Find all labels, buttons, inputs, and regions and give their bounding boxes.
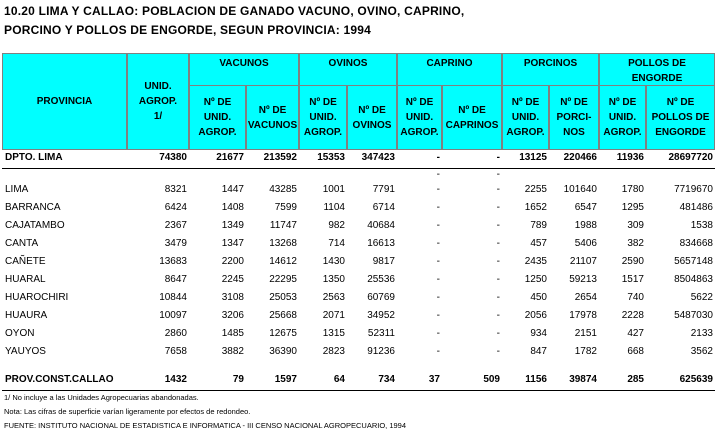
- table-cell: 3108: [221, 292, 244, 303]
- table-cell: 1315: [322, 328, 345, 339]
- header-subcolumn-3: Nº DE UNID. AGROP.: [299, 85, 347, 150]
- table-cell: 13683: [159, 256, 187, 267]
- header-subcolumn-10: Nº DE POLLOS DE ENGORDE: [646, 85, 715, 150]
- table-cell: 37: [428, 374, 440, 385]
- row-province-name: CANTA: [5, 238, 39, 249]
- table-cell: 2435: [524, 256, 547, 267]
- table-cell: 11747: [269, 220, 297, 231]
- table-cell: 847: [530, 346, 547, 357]
- table-cell: 2563: [322, 292, 345, 303]
- footnote: Nota: Las cifras de superficie varían ligeramente por efectos de redondeo.: [4, 407, 251, 416]
- table-cell: 3882: [221, 346, 244, 357]
- table-cell: -: [436, 346, 440, 357]
- table-cell: 934: [530, 328, 547, 339]
- row-province-name: DPTO. LIMA: [5, 152, 63, 163]
- table-cell: 74380: [159, 152, 187, 163]
- table-cell: 3206: [221, 310, 244, 321]
- table-cell: 740: [627, 292, 644, 303]
- table-cell: 40684: [367, 220, 395, 231]
- table-cell: -: [436, 184, 440, 195]
- table-cell: -: [496, 310, 500, 321]
- table-cell: 213592: [263, 152, 297, 163]
- table-cell: 16613: [367, 238, 395, 249]
- header-subcolumn-4: Nº DE OVINOS: [347, 85, 397, 150]
- table-cell: 309: [627, 220, 644, 231]
- table-cell: 285: [627, 374, 644, 385]
- table-cell: 14612: [269, 256, 297, 267]
- table-cell: 2590: [621, 256, 644, 267]
- table-rule-2: [2, 390, 715, 391]
- table-cell: 101640: [563, 184, 597, 195]
- row-province-name: HUARAL: [5, 274, 46, 285]
- table-cell: 625639: [679, 374, 713, 385]
- footnote: 1/ No incluye a las Unidades Agropecuarias abandonadas.: [4, 393, 199, 402]
- row-province-name: CAJATAMBO: [5, 220, 65, 231]
- table-row: [2, 168, 715, 184]
- table-cell: 13125: [519, 152, 547, 163]
- table-cell: -: [496, 346, 500, 357]
- table-cell: 7599: [274, 202, 297, 213]
- table-cell: 22295: [269, 274, 297, 285]
- table-cell: 481486: [679, 202, 713, 213]
- table-cell: 509: [483, 374, 500, 385]
- row-province-name: OYON: [5, 328, 35, 339]
- table-cell: 1652: [524, 202, 547, 213]
- table-cell: 1295: [621, 202, 644, 213]
- header-subcolumn-7: Nº DE UNID. AGROP.: [502, 85, 549, 150]
- table-cell: -: [496, 169, 500, 180]
- table-cell: -: [496, 202, 500, 213]
- table-title-line-1: 10.20 LIMA Y CALLAO: POBLACION DE GANADO VACUNO, OVINO, CAPRINO,: [4, 4, 465, 18]
- table-cell: 7658: [164, 346, 187, 357]
- table-cell: 5406: [574, 238, 597, 249]
- table-row: [2, 183, 715, 199]
- table-row: [2, 345, 715, 361]
- table-cell: -: [436, 152, 440, 163]
- table-cell: 6714: [372, 202, 395, 213]
- table-cell: 25053: [269, 292, 297, 303]
- table-cell: 1349: [221, 220, 244, 231]
- table-cell: 1347: [221, 238, 244, 249]
- table-cell: -: [436, 220, 440, 231]
- table-cell: 714: [328, 238, 345, 249]
- table-cell: 6547: [574, 202, 597, 213]
- table-cell: 43285: [269, 184, 297, 195]
- table-cell: 25668: [269, 310, 297, 321]
- table-cell: 2654: [574, 292, 597, 303]
- row-province-name: HUAROCHIRI: [5, 292, 69, 303]
- table-cell: 9817: [372, 256, 395, 267]
- table-cell: 8504863: [674, 274, 713, 285]
- table-row: [2, 237, 715, 253]
- table-cell: 734: [378, 374, 395, 385]
- row-province-name: BARRANCA: [5, 202, 61, 213]
- table-cell: -: [436, 328, 440, 339]
- table-cell: 3562: [690, 346, 713, 357]
- table-cell: 13268: [269, 238, 297, 249]
- table-cell: 21677: [216, 152, 244, 163]
- table-cell: 450: [530, 292, 547, 303]
- table-cell: 15353: [317, 152, 345, 163]
- table-cell: 1432: [164, 374, 187, 385]
- table-cell: -: [496, 292, 500, 303]
- row-province-name: HUAURA: [5, 310, 48, 321]
- table-row: [2, 291, 715, 307]
- table-cell: 8321: [164, 184, 187, 195]
- table-cell: 1447: [221, 184, 244, 195]
- table-cell: 382: [627, 238, 644, 249]
- table-cell: 91236: [367, 346, 395, 357]
- row-province-name: CAÑETE: [5, 256, 46, 267]
- header-subcolumn-5: Nº DE UNID. AGROP.: [397, 85, 442, 150]
- table-cell: 3479: [164, 238, 187, 249]
- table-cell: 59213: [569, 274, 597, 285]
- table-row: [2, 273, 715, 289]
- header-subcolumn-1: Nº DE UNID. AGROP.: [189, 85, 246, 150]
- table-cell: 12675: [269, 328, 297, 339]
- table-cell: 668: [627, 346, 644, 357]
- table-cell: 347423: [361, 152, 395, 163]
- row-province-name: PROV.CONST.CALLAO: [5, 374, 114, 385]
- header-subcolumn-2: Nº DE VACUNOS: [246, 85, 299, 150]
- table-rule-1: [2, 168, 715, 169]
- source-note: FUENTE: INSTITUTO NACIONAL DE ESTADISTICA E INFORMATICA - III CENSO NACIONAL AGROPECUARIO, 1994: [4, 421, 407, 430]
- header-group-3: CAPRINO: [397, 53, 502, 86]
- table-cell: 1104: [323, 202, 345, 213]
- table-cell: 982: [328, 220, 345, 231]
- table-cell: -: [436, 274, 440, 285]
- table-cell: 2056: [524, 310, 547, 321]
- table-cell: 5487030: [674, 310, 713, 321]
- table-cell: -: [496, 220, 500, 231]
- table-cell: 2860: [164, 328, 187, 339]
- table-cell: -: [496, 184, 500, 195]
- table-cell: 2367: [164, 220, 187, 231]
- header-unid-agrop: UNID. AGROP. 1/: [127, 53, 189, 150]
- table-row: [2, 201, 715, 217]
- header-group-2: OVINOS: [299, 53, 397, 86]
- table-cell: 60769: [367, 292, 395, 303]
- table-cell: 2200: [221, 256, 244, 267]
- table-row: [2, 327, 715, 343]
- header-subcolumn-9: Nº DE UNID. AGROP.: [599, 85, 646, 150]
- header-provincia: PROVINCIA: [2, 53, 127, 150]
- table-cell: 789: [530, 220, 547, 231]
- table-cell: 21107: [569, 256, 597, 267]
- table-cell: 1782: [574, 346, 597, 357]
- table-cell: 17978: [569, 310, 597, 321]
- table-cell: 1517: [621, 274, 644, 285]
- table-cell: 1780: [621, 184, 644, 195]
- header-subcolumn-8: Nº DE PORCI- NOS: [549, 85, 599, 150]
- table-row: [2, 219, 715, 235]
- table-cell: -: [496, 152, 500, 163]
- table-cell: 79: [232, 374, 244, 385]
- table-cell: 1538: [690, 220, 713, 231]
- table-cell: 2151: [574, 328, 597, 339]
- table-cell: 52311: [367, 328, 395, 339]
- table-cell: 1408: [221, 202, 244, 213]
- table-cell: 2245: [221, 274, 244, 285]
- table-cell: 2228: [621, 310, 644, 321]
- table-row: [2, 151, 715, 167]
- header-group-1: VACUNOS: [189, 53, 299, 86]
- table-cell: -: [436, 292, 440, 303]
- table-header: [2, 53, 715, 150]
- table-cell: -: [496, 328, 500, 339]
- table-cell: 2071: [322, 310, 345, 321]
- table-cell: 1430: [322, 256, 345, 267]
- table-title-line-2: PORCINO Y POLLOS DE ENGORDE, SEGUN PROVINCIA: 1994: [4, 23, 371, 37]
- table-cell: 7791: [372, 184, 395, 195]
- table-cell: 34952: [367, 310, 395, 321]
- table-cell: -: [496, 238, 500, 249]
- table-cell: 10844: [159, 292, 187, 303]
- table-cell: 1250: [524, 274, 547, 285]
- table-cell: 2133: [690, 328, 713, 339]
- table-cell: 28697720: [668, 152, 713, 163]
- table-cell: -: [436, 169, 440, 180]
- table-row: [2, 309, 715, 325]
- table-cell: 11936: [616, 152, 644, 163]
- table-cell: 1988: [574, 220, 597, 231]
- table-cell: -: [436, 202, 440, 213]
- table-cell: 1485: [221, 328, 244, 339]
- table-cell: 1001: [322, 184, 345, 195]
- table-cell: 7719670: [674, 184, 713, 195]
- table-cell: 1350: [322, 274, 345, 285]
- table-cell: 39874: [569, 374, 597, 385]
- header-subcolumn-6: Nº DE CAPRINOS: [442, 85, 502, 150]
- table-cell: 5622: [690, 292, 713, 303]
- table-cell: 10097: [159, 310, 187, 321]
- table-row: [2, 255, 715, 271]
- table-cell: 5657148: [674, 256, 713, 267]
- table-cell: 25536: [367, 274, 395, 285]
- header-group-4: PORCINOS: [502, 53, 599, 86]
- table-cell: -: [436, 238, 440, 249]
- table-cell: 1156: [525, 374, 547, 385]
- row-province-name: LIMA: [5, 184, 29, 195]
- row-province-name: YAUYOS: [5, 346, 46, 357]
- table-cell: -: [496, 274, 500, 285]
- table-cell: 457: [530, 238, 547, 249]
- table-cell: -: [496, 256, 500, 267]
- header-group-5: POLLOS DE ENGORDE: [599, 53, 715, 86]
- table-cell: 36390: [269, 346, 297, 357]
- table-cell: -: [436, 256, 440, 267]
- table-cell: 2255: [524, 184, 547, 195]
- table-cell: 8647: [164, 274, 187, 285]
- table-cell: 6424: [164, 202, 187, 213]
- table-cell: 427: [627, 328, 644, 339]
- table-cell: 834668: [679, 238, 713, 249]
- table-cell: 1597: [274, 374, 297, 385]
- table-row: [2, 373, 715, 389]
- table-cell: 2823: [322, 346, 345, 357]
- table-cell: 220466: [563, 152, 597, 163]
- table-cell: -: [436, 310, 440, 321]
- table-cell: 64: [333, 374, 345, 385]
